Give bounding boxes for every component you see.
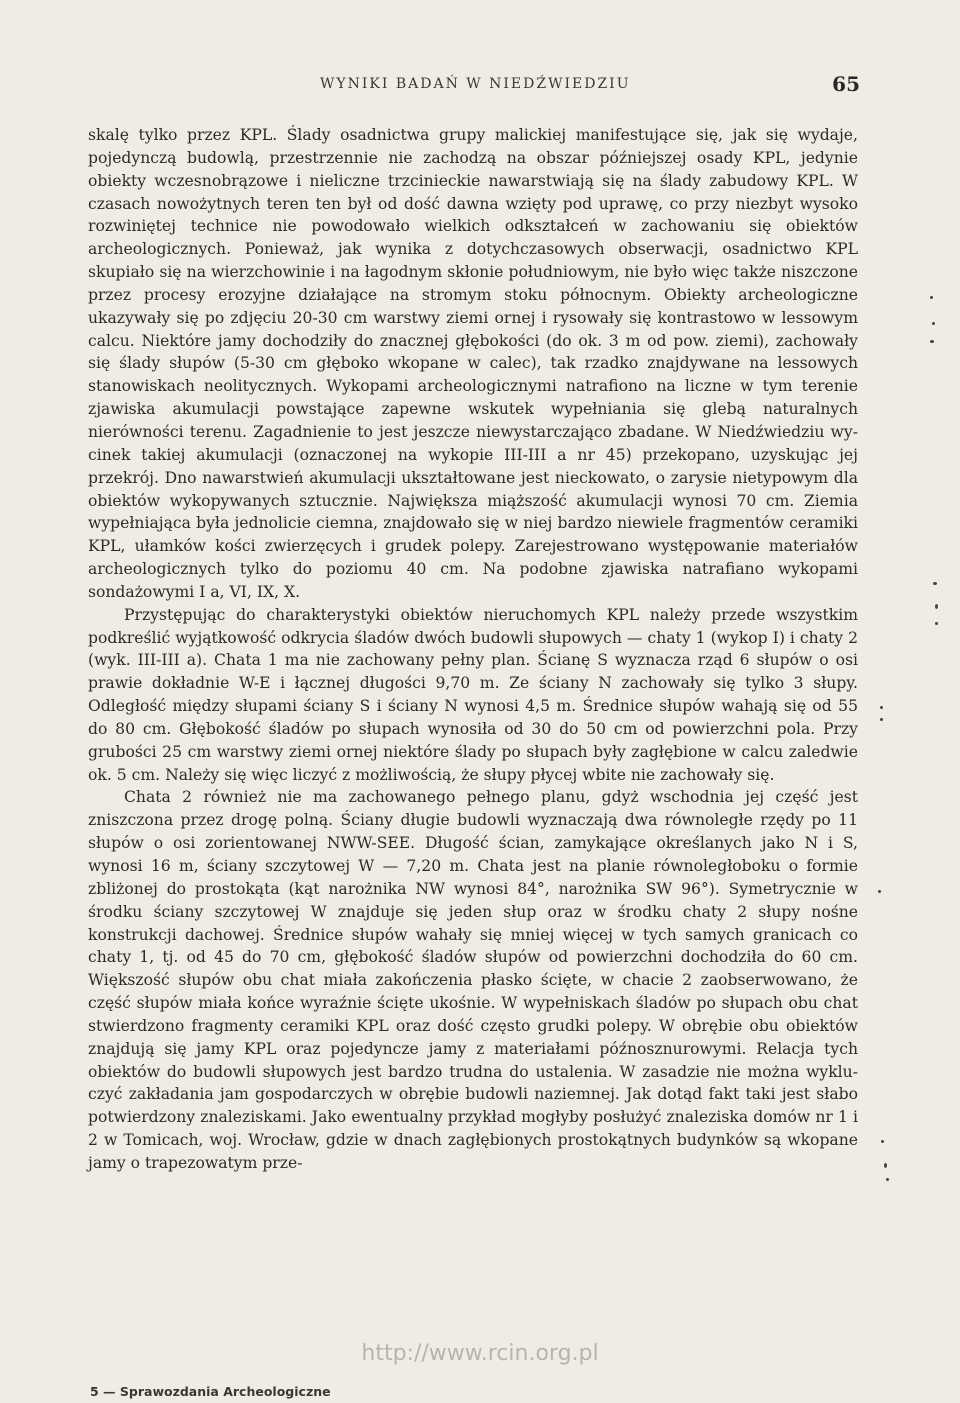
- scan-speck: [933, 582, 937, 585]
- watermark-url: http://www.rcin.org.pl: [361, 1341, 599, 1366]
- scan-speck: [881, 1140, 884, 1143]
- running-head: WYNIKI BADAŃ W NIEDŹWIEDZIU: [320, 76, 631, 92]
- page-number: 65: [832, 72, 860, 96]
- scan-speck: [886, 1178, 889, 1181]
- page-header: [320, 72, 860, 98]
- scan-speck: [884, 1163, 887, 1168]
- scan-speck: [930, 296, 933, 299]
- scan-speck: [935, 604, 938, 609]
- scan-speck: [935, 622, 938, 625]
- paragraph-3: Chata 2 również nie ma zachowanego pełnego planu, gdyż wschodnia jej część jest zniszczona przez drogę polną. Ściany długie budowli wyznaczają dwa równoległe rzędy po 11 słupów o osi zorientowanej NWW-SEE. Długość ścian, zamykające określanych jako N i S, wynosi 16 m, ściany szczytowej W — 7,20 m. Chata jest na planie równoległoboku o formie zbliżonej do prostokąta (kąt narożnika NW wynosi 84°, narożnika SW 96°). Symetrycznie w środku ściany szczytowej W znajduje się jeden słup oraz w środku chaty 2 słupy nośne konstrukcji dachowej. Średnice słupów wahały się mniej więcej w tych samych granicach co chaty 1, tj. od 45 do 70 cm, głębokość śladów słupów od powierzchni dochodziła do 60 cm. Większość słupów obu chat miała zakończenia płasko ścięte, w chacie 2 zaobserwowano, że część słupów miała końce wyraźnie ścięte ukośnie. W wypełniskach śladów po słupach obu chat stwierdzono fragmenty ceramiki KPL oraz dość często grudki polepy. W obrębie obu obiektów znajdują się jamy KPL oraz pojedyncze jamy z materiałami późnosznurowymi. Relacja tych obiektów do budowli słupowych jest bardzo trudna do ustalenia. W zasadzie nie można wykluczyć zakładania jam gospodarczych w obrębie budowli naziemnej. Jak dotąd fakt taki jest słabo potwierdzony znaleziskami. Jako ewentualny przykład mogłyby posłużyć znaleziska domów nr 1 i 2 w Tomicach, woj. Wrocław, gdzie w dnach zagłębionych prostokątnych budynków są wkopane jamy o trapezowatym prze-: [88, 788, 858, 1172]
- scan-speck: [880, 718, 883, 721]
- paragraph-2: Przystępując do charakterystyki obiektów nieruchomych KPL należy przede wszystkim podkreślić wyjątkowość odkrycia śladów dwóch budowli słupowych — chaty 1 (wykop I) i chaty 2 (wyk. III-III a). Chata 1 ma nie zachowany pełny plan. Ścianę S wyznacza rząd 6 słupów o osi prawie dokładnie W-E i łącznej długości 9,70 m. Ze ściany N zachowały się tylko 3 słupy. Odległość między słupami ściany S i ściany N wynosi 4,5 m. Średnice słupów wahają się od 55 do 80 cm. Głębokość śladów po słupach wynosiła od 30 do 50 cm od powierzchni pola. Przy grubości 25 cm warstwy ziemi ornej niektóre ślady po słupach były zagłębione w calcu zaledwie ok. 5 cm. Należy się więc liczyć z możliwością, że słupy płycej wbite nie zachowały się.: [88, 605, 858, 784]
- body-text: [88, 124, 858, 1175]
- scan-speck: [930, 340, 934, 343]
- scan-speck: [878, 890, 881, 893]
- scan-speck: [932, 322, 935, 325]
- scan-speck: [880, 706, 883, 709]
- footer-signature: 5 — Sprawozdania Archeologiczne: [90, 1384, 331, 1399]
- paragraph-1: skalę tylko przez KPL. Ślady osadnictwa grupy malickiej manifestujące się, jak się wydaje, pojedynczą budowlą, przestrzennie nie zachodzą na obszar późniejszej osady KPL, jedynie obiekty wczesnobrązowe i nieliczne trzcinieckie nawarstwiają się na ślady zabudowy KPL. W czasach nowożytnych teren ten był od dość dawna wzięty pod uprawę, co przy niezbyt wysoko rozwiniętej technice nie powodowało wielkich odkształceń w zachowaniu się obiektów archeologicznych. Ponieważ, jak wynika z dotychczasowych obserwacji, osadnictwo KPL skupiało się na wierzchowinie i na łagodnym skłonie południowym, nie było więc także niszczone przez procesy erozyjne działające na stromym stoku północnym. Obiekty archeologiczne ukazywały się po zdjęciu 20-30 cm warstwy ziemi ornej i rysowały się kontrastowo w lessowym calcu. Niektóre jamy dochodziły do znacznej głębokości (do ok. 3 m od pow. ziemi), zachowały się ślady słupów (5-30 cm głęboko wkopane w calec), tak rzadko znajdywane na lessowych stanowiskach neolitycznych. Wykopami archeologicznymi natrafiono na liczne w tym terenie zjawiska akumulacji powstające zapewne wskutek wypełniania się glebą naturalnych nierówności terenu. Zagadnienie to jest jeszcze niewystarczająco zbadane. W Niedźwiedziu wycinek takiej akumulacji (oznaczonej na wykopie III-III a nr 45) przekopano, uzyskując jej przekrój. Dno nawarstwień akumulacji ukształtowane jest nieckowato, o zarysie nietypowym dla obiektów wykopywanych sztucznie. Największa miąższość akumulacji wynosi 70 cm. Ziemia wypełniająca była jednolicie ciemna, znajdowało się w niej bardzo niewiele fragmentów ceramiki KPL, ułamków kości zwierzęcych i grudek polepy. Zarejestrowano występowanie materiałów archeologicznych tylko do poziomu 40 cm. Na podobne zjawiska natrafiano wykopami sondażowymi I a, VI, IX, X.: [88, 126, 858, 601]
